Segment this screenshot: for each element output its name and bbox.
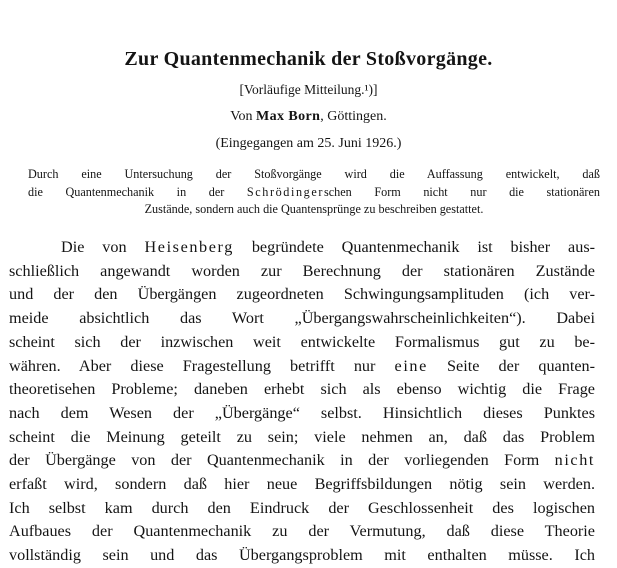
body-line: vollständig sein und das Übergangsproblem mit enthalten müsse. Ich (9, 546, 595, 565)
author-name: Max Born (256, 109, 321, 124)
spaced-name-schroedinger: Schrödinger (246, 184, 325, 199)
preliminary-note: [Vorläufige Mitteilung.¹)] (239, 82, 378, 97)
body-text (9, 236, 595, 568)
body-line: erfaßt wird, sondern daß hier neue Begriffsbildungen nötig sein werden. (9, 475, 595, 494)
body-line: währen. Aber diese Fragestellung betrifft nur eine Seite der quanten- (9, 356, 595, 375)
abstract (28, 166, 600, 219)
byline-suffix: , Göttingen. (320, 109, 387, 124)
body-line: der Übergänge von der Quantenmechanik in der vorliegenden Form nicht (9, 451, 595, 470)
abstract-line: die Quantenmechanik in der Schrödingerschen Form nicht nur die stationären (28, 184, 600, 199)
paper-title: Zur Quantenmechanik der Stoßvorgänge. (124, 48, 493, 70)
byline (0, 109, 617, 125)
body-line: Ich selbst kam durch den Eindruck der Geschlossenheit des logischen (9, 498, 595, 517)
emphasis-nicht: nicht (554, 451, 595, 470)
abstract-line: Durch eine Untersuchung der Stoßvorgänge wird die Auffassung entwickelt, daß (28, 167, 600, 181)
body-line: scheint die Meinung geteilt zu sein; viele nehmen an, daß das Problem (9, 427, 595, 446)
byline-prefix: Von (230, 109, 253, 124)
spaced-name-heisenberg: Heisenberg (144, 238, 234, 256)
body-line: und der den Übergängen zugeordneten Schwingungsamplituden (ich ver- (9, 285, 595, 304)
body-line: scheint sich der inzwischen weit entwickelte Formalismus gut zu be- (9, 332, 595, 351)
body-line: theoretisehen Probleme; daneben erhebt sich als ebenso wichtig die Frage (9, 380, 595, 399)
body-line: Aufbaues der Quantenmechanik zu der Vermutung, daß diese Theorie (9, 522, 595, 541)
body-line: meide absichtlich das Wort „Übergangswahrscheinlichkeiten“). Dabei (9, 309, 595, 328)
emphasis-eine: eine (394, 356, 428, 375)
abstract-line: Zustände, sondern auch die Quantensprünge zu beschreiben gestattet. (144, 202, 484, 216)
received-date: (Eingegangen am 25. Juni 1926.) (215, 136, 402, 151)
body-line: Die von Heisenberg begründete Quantenmechanik ist bisher aus- (61, 238, 596, 256)
body-line: nach dem Wesen der „Übergänge“ selbst. Hinsichtlich dieses Punktes (9, 403, 595, 422)
body-line: schließlich angewandt worden zur Berechnung der stationären Zustände (9, 261, 595, 280)
